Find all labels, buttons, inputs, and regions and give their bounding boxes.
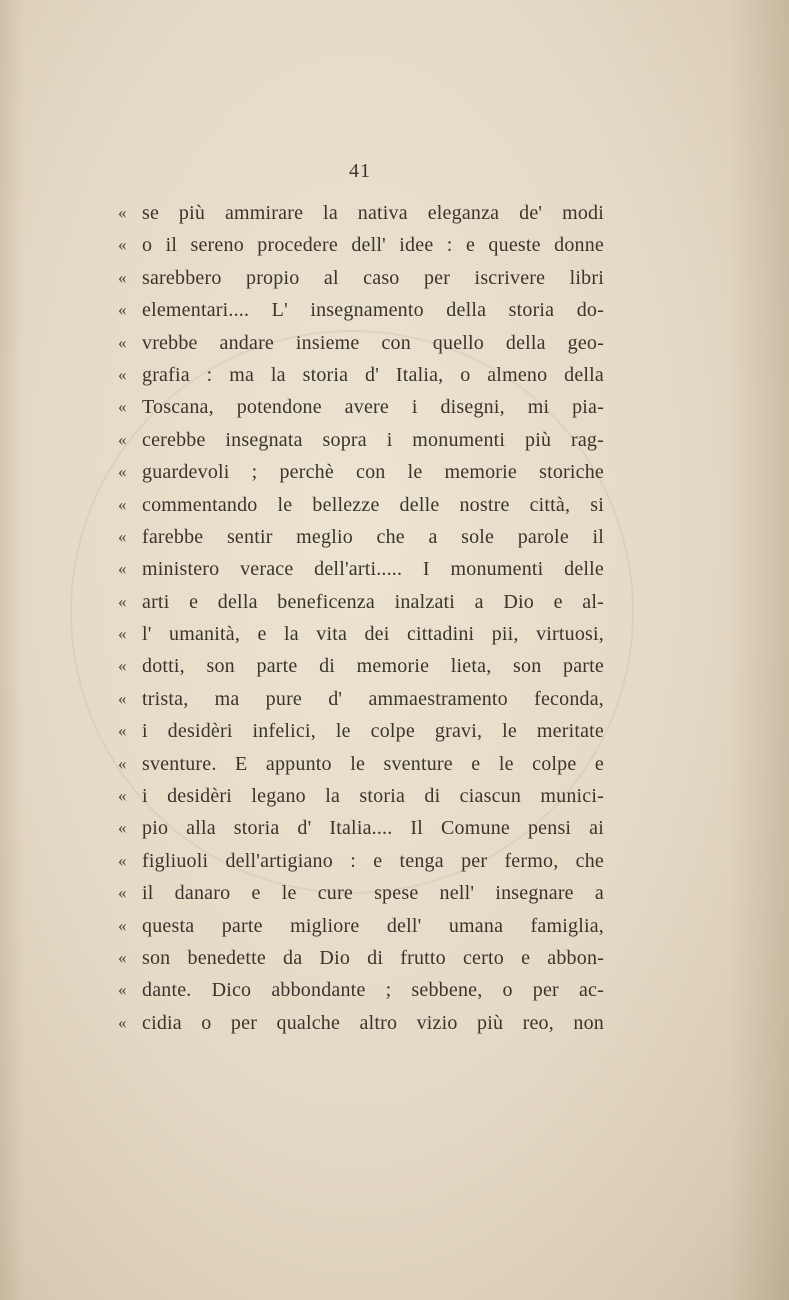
quote-mark: « <box>118 526 127 546</box>
line-text: grafia : ma la storia d' Italia, o almeno della <box>142 363 604 386</box>
line-text: pio alla storia d' Italia.... Il Comune pensi ai <box>142 817 604 840</box>
line-text: farebbe sentir meglio che a sole parole il <box>142 525 604 548</box>
text-line <box>118 974 604 1006</box>
quote-mark: « <box>118 753 127 773</box>
line-text: dante. Dico abbondante ; sebbene, o per ac- <box>142 979 604 1002</box>
text-line <box>118 262 604 294</box>
text-line <box>118 294 604 326</box>
text-line <box>118 586 604 618</box>
text-line <box>118 424 604 456</box>
text-line <box>118 489 604 521</box>
quote-mark: « <box>118 688 127 708</box>
text-line <box>118 327 604 359</box>
text-line <box>118 197 604 229</box>
quote-mark: « <box>118 235 127 255</box>
text-line <box>118 748 604 780</box>
line-text: son benedette da Dio di frutto certo e abbon- <box>142 946 604 969</box>
line-text: vrebbe andare insieme con quello della geo- <box>142 331 604 354</box>
page-number: 41 <box>349 160 371 182</box>
text-line <box>118 845 604 877</box>
line-text: guardevoli ; perchè con le memorie storiche <box>142 461 604 484</box>
line-text: Toscana, potendone avere i disegni, mi pia- <box>142 396 604 419</box>
line-text: arti e della beneficenza inalzati a Dio e al- <box>142 590 604 613</box>
quote-mark: « <box>118 947 127 967</box>
line-text: o il sereno procedere dell' idee : e queste donne <box>142 234 604 257</box>
page-left-shadow <box>0 0 24 1300</box>
line-text: questa parte migliore dell' umana famiglia, <box>142 914 604 937</box>
page-edge-shadow <box>729 0 789 1300</box>
line-text: se più ammirare la nativa eleganza de' modi <box>142 202 604 224</box>
text-line <box>118 359 604 391</box>
quote-mark: « <box>118 980 127 1000</box>
text-line <box>118 553 604 585</box>
text-line <box>118 715 604 747</box>
text-line <box>118 391 604 423</box>
line-text: sarebbero propio al caso per iscrivere libri <box>142 266 604 289</box>
quote-mark: « <box>118 850 127 870</box>
quote-mark: « <box>118 332 127 352</box>
line-text: commentando le bellezze delle nostre città, si <box>142 493 604 516</box>
line-text: l' umanità, e la vita dei cittadini pii, virtuosi, <box>142 623 604 646</box>
text-line <box>118 229 604 261</box>
line-text: dotti, son parte di memorie lieta, son parte <box>142 655 604 678</box>
line-text: cerebbe insegnata sopra i monumenti più rag- <box>142 428 604 451</box>
quote-mark: « <box>118 1012 127 1032</box>
quote-mark: « <box>118 915 127 935</box>
text-line <box>118 618 604 650</box>
quote-mark: « <box>118 818 127 838</box>
line-text: i desidèri infelici, le colpe gravi, le meritate <box>142 720 604 743</box>
text-block <box>118 197 604 1039</box>
text-line <box>118 812 604 844</box>
quote-mark: « <box>118 883 127 903</box>
quote-mark: « <box>118 591 127 611</box>
line-text: il danaro e le cure spese nell' insegnare a <box>142 882 604 905</box>
quote-mark: « <box>118 494 127 514</box>
text-line <box>118 1007 604 1039</box>
line-text: trista, ma pure d' ammaestramento feconda, <box>142 687 604 710</box>
line-text: sventure. E appunto le sventure e le colpe e <box>142 752 604 775</box>
quote-mark: « <box>118 786 127 806</box>
line-text: cidia o per qualche altro vizio più reo, non <box>142 1011 604 1034</box>
quote-mark: « <box>118 203 127 222</box>
text-line <box>118 942 604 974</box>
text-line <box>118 456 604 488</box>
text-line <box>118 650 604 682</box>
line-text: i desidèri legano la storia di ciascun munici- <box>142 785 604 808</box>
text-line <box>118 780 604 812</box>
quote-mark: « <box>118 624 127 644</box>
line-text: elementari.... L' insegnamento della storia do- <box>142 299 604 322</box>
text-line <box>118 910 604 942</box>
quote-mark: « <box>118 656 127 676</box>
text-line <box>118 521 604 553</box>
quote-mark: « <box>118 267 127 287</box>
text-line <box>118 683 604 715</box>
quote-mark: « <box>118 364 127 384</box>
line-text: ministero verace dell'arti..... I monumenti delle <box>142 558 604 581</box>
quote-mark: « <box>118 429 127 449</box>
quote-mark: « <box>118 721 127 741</box>
text-line <box>118 877 604 909</box>
quote-mark: « <box>118 300 127 320</box>
quote-mark: « <box>118 559 127 579</box>
quote-mark: « <box>118 397 127 417</box>
quote-mark: « <box>118 462 127 482</box>
line-text: figliuoli dell'artigiano : e tenga per fermo, che <box>142 849 604 872</box>
